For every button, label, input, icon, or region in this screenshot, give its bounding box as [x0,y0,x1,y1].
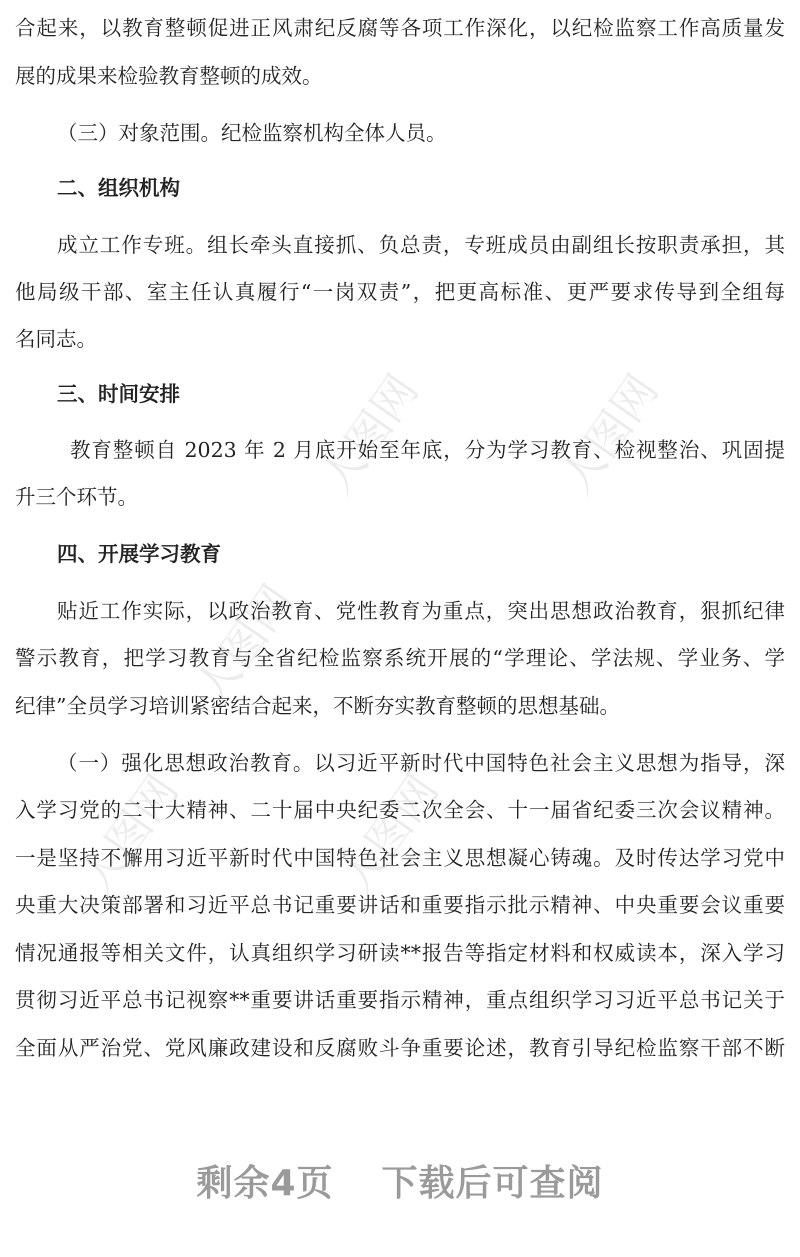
text-line: 一是坚持不懈用习近平新时代中国特色社会主义思想凝心铸魂。及时传达学习党中 [15,846,785,870]
download-prompt[interactable] [0,1155,800,1206]
text-line: 名同志。 [15,327,97,351]
text-line: 合起来，以教育整顿促进正风肃纪反腐等各项工作深化，以纪检监察工作高质量发 [15,16,785,40]
text-line: 贴近工作实际，以政治教育、党性教育为重点，突出思想政治教育，狠抓纪律 [57,599,785,623]
watermark-text: 人图网 [310,365,429,504]
text-line: 情况通报等相关文件，认真组织学习研读**报告等指定材料和权威读本，深入学习 [15,941,785,965]
download-to-view-label[interactable]: 下载后可查阅 [381,1163,604,1204]
remaining-pages-label: 剩余4页 [196,1163,334,1204]
text-line: 他局级干部、室主任认真履行“一岗双责”，把更高标准、更严要求传导到全组每 [15,280,785,304]
text-line: 央重大决策部署和习近平总书记重要讲话和重要指示批示精神、中央重要会议重要 [15,893,785,917]
section-heading: 三、时间安排 [57,382,180,406]
text-line: 展的成果来检验教育整顿的成效。 [15,64,323,88]
text-line: 升三个环节。 [15,485,138,509]
section-heading: 二、组织机构 [57,176,180,200]
text-line: 纪律”全员学习培训紧密结合起来，不断夯实教育整顿的思想基础。 [15,694,620,718]
watermark-text: 人图网 [550,365,669,504]
text-line: 教育整顿自 2023 年 2 月底开始至年底，分为学习教育、检视整治、巩固提 [70,438,785,462]
section-heading: 四、开展学习教育 [57,542,221,566]
text-line: 全面从严治党、党风廉政建设和反腐败斗争重要论述，教育引导纪检监察干部不断 [15,1036,785,1060]
text-line: 入学习党的二十大精神、二十届中央纪委二次全会、十一届省纪委三次会议精神。 [15,798,785,822]
text-line: （一）强化思想政治教育。以习近平新时代中国特色社会主义思想为指导，深 [57,751,785,775]
text-line: （三）对象范围。纪检监察机构全体人员。 [57,121,447,145]
watermark-text: 人图网 [185,575,304,714]
watermark-text: 人图网 [330,765,449,904]
text-line: 贯彻习近平总书记视察**重要讲话重要指示精神，重点组织学习习近平总书记关于 [15,988,785,1012]
text-line: 警示教育，把学习教育与全省纪检监察系统开展的“学理论、学法规、学业务、学 [15,646,785,670]
text-line: 成立工作专班。组长牵头直接抓、负总责，专班成员由副组长按职责承担，其 [57,233,785,257]
watermark-text: 人图网 [70,765,189,904]
